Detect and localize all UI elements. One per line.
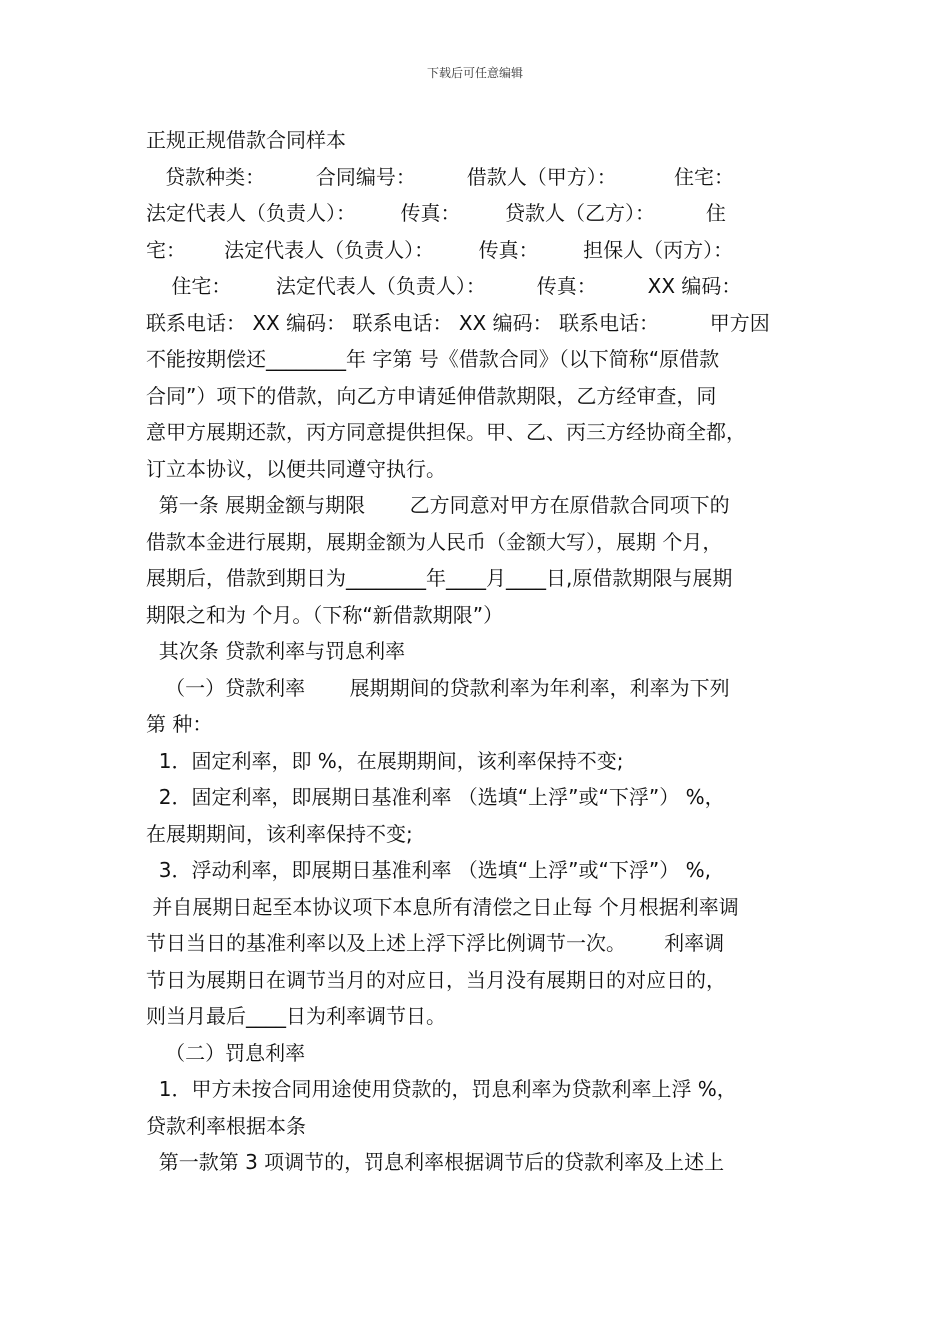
text-line: 贷款利率根据本条	[146, 1113, 306, 1138]
article-two-heading: 其次条 贷款利率与罚息利率	[146, 639, 406, 663]
article-one-heading: 第一条 展期金额与期限 乙方同意对甲方在原借款合同项下的	[146, 493, 730, 517]
text-line: 第 种：	[146, 712, 213, 736]
text-line: 节日为展期日在调节当月的对应日，当月没有展期日的对应日的，	[146, 967, 726, 992]
text-line: 意甲方展期还款，丙方同意提供担保。甲、乙、丙三方经协商全都，	[146, 420, 746, 444]
text-line: 则当月最后____日为利率调节日。	[146, 1004, 446, 1028]
list-item: 1．甲方未按合同用途使用贷款的，罚息利率为贷款利率上浮 %，	[146, 1077, 737, 1101]
text-line: 期限之和为 个月。（下称“新借款期限”）	[146, 602, 504, 627]
text-line: 订立本协议，以便共同遵守执行。	[146, 456, 446, 481]
text-line: 住宅： 法定代表人（负责人）： 传真： XX 编码：	[146, 274, 742, 298]
document-title: 正规正规借款合同样本	[146, 128, 346, 152]
list-item: 3．浮动利率，即展期日基准利率 （选填“上浮”或“下浮”） %,	[146, 858, 711, 882]
text-line: 节日当日的基准利率以及上述上浮下浮比例调节一次。 利率调	[146, 931, 725, 955]
text-line: 贷款种类： 合同编号： 借款人（甲方）： 住宅：	[146, 164, 735, 189]
list-item: 1．固定利率，即 %，在展期期间，该利率保持不变;	[146, 748, 624, 773]
section-one-heading: （一）贷款利率 展期期间的贷款利率为年利率，利率为下列	[146, 675, 730, 700]
section-two-heading: （二）罚息利率	[146, 1040, 306, 1065]
contract-body	[146, 122, 816, 1181]
text-line: 借款本金进行展期，展期金额为人民币（金额大写），展期 个月，	[146, 529, 723, 554]
text-line: 展期后，借款到期日为________年____月____日,原借款期限与展期	[146, 566, 733, 590]
text-line: 不能按期偿还________年 字第 号《借款合同》（以下简称“原借款	[146, 347, 720, 371]
text-line: 宅： 法定代表人（负责人）： 传真： 担保人（丙方）：	[146, 237, 734, 262]
text-line: 在展期期间，该利率保持不变;	[146, 821, 413, 846]
list-item: 2．固定利率，即展期日基准利率 （选填“上浮”或“下浮”） %，	[146, 785, 725, 809]
text-line: 并自展期日起至本协议项下本息所有清偿之日止每 个月根据利率调	[146, 894, 739, 919]
text-line: 联系电话： XX 编码： 联系电话： XX 编码： 联系电话： 甲方因	[146, 310, 770, 335]
text-line: 第一款第 3 项调节的，罚息利率根据调节后的贷款利率及上述上	[146, 1150, 725, 1174]
text-line: 合同”）项下的借款，向乙方申请延伸借款期限，乙方经审查，同	[146, 383, 717, 408]
text-line: 法定代表人（负责人）： 传真： 贷款人（乙方）： 住	[146, 201, 726, 225]
page-header-note: 下载后可任意编辑	[426, 66, 523, 80]
